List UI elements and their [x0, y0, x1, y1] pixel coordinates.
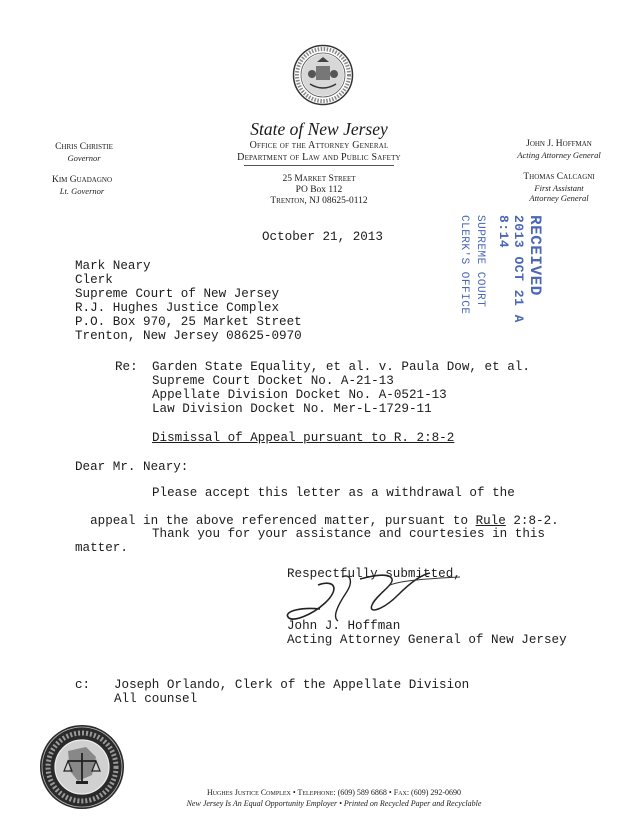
governor-title: Governor	[67, 153, 101, 163]
attorney-general-title: Acting Attorney General	[517, 150, 601, 160]
re-line: Garden State Equality, et al. v. Paula Dow, et al.	[152, 360, 530, 374]
stamp-date: 2013 OCT 21 A 8:14	[496, 215, 526, 323]
subject-line: Dismissal of Appeal pursuant to R. 2:8-2	[152, 431, 455, 445]
governor-name: Chris Christie	[55, 142, 113, 152]
cc-label: c:	[75, 678, 91, 692]
address-city: Trenton, NJ 08625-0112	[270, 196, 368, 206]
recipient-line: Mark Neary	[75, 259, 151, 273]
paragraph-2-line-2: matter.	[75, 541, 128, 555]
re-line: Appellate Division Docket No. A-0521-13	[152, 388, 447, 402]
closing: Respectfully submitted,	[287, 567, 461, 581]
footer-contact: Hughes Justice Complex • Telephone: (609) 589 6868 • Fax: (609) 292-0690	[206, 788, 462, 797]
cc-line: All counsel	[114, 692, 198, 706]
paragraph-1-line-1: Please accept this letter as a withdrawal of the	[152, 486, 515, 500]
recipient-line: P.O. Box 970, 25 Market Street	[75, 315, 302, 329]
first-assistant-name: Thomas Calcagni	[523, 172, 595, 182]
paragraph-1-rule-number: 2:8-2.	[505, 514, 559, 528]
recipient-line: Trenton, New Jersey 08625-0970	[75, 329, 302, 343]
recipient-line: R.J. Hughes Justice Complex	[75, 301, 280, 315]
recipient-line: Supreme Court of New Jersey	[75, 287, 280, 301]
first-assistant-title-1: First Assistant	[534, 183, 584, 193]
address-street: 25 Market Street	[282, 174, 356, 184]
salutation: Dear Mr. Neary:	[75, 460, 189, 474]
address-pobox: PO Box 112	[295, 185, 343, 195]
state-title: State of New Jersey	[250, 119, 388, 139]
signer-title: Acting Attorney General of New Jersey	[287, 633, 567, 647]
letter-date: October 21, 2013	[262, 230, 383, 244]
re-line: Law Division Docket No. Mer-L-1729-11	[152, 402, 432, 416]
paragraph-2-line-1: Thank you for your assistance and courtesies in this	[152, 527, 545, 541]
recipient-line: Clerk	[75, 273, 113, 287]
re-line: Supreme Court Docket No. A-21-13	[152, 374, 394, 388]
state-seal-icon	[292, 44, 354, 106]
cc-line: Joseph Orlando, Clerk of the Appellate Division	[114, 678, 470, 692]
stamp-received: RECEIVED	[526, 215, 544, 296]
re-label: Re:	[115, 360, 138, 374]
lt-governor-title: Lt. Governor	[59, 186, 105, 196]
lt-governor-name: Kim Guadagno	[51, 175, 113, 185]
paragraph-1-text: appeal in the above referenced matter, pursuant to	[90, 514, 476, 528]
attorney-general-name: John J. Hoffman	[526, 139, 592, 149]
signer-name: John J. Hoffman	[287, 619, 401, 633]
department-name: Department of Law and Public Safety	[237, 152, 401, 163]
office-name: Office of the Attorney General	[249, 140, 389, 151]
rule-reference: Rule	[475, 514, 506, 528]
header-rule	[244, 165, 394, 166]
first-assistant-title-2: Attorney General	[529, 193, 589, 203]
paragraph-1-line-2	[75, 500, 559, 528]
footer-statement: New Jersey Is An Equal Opportunity Employer • Printed on Recycled Paper and Recyclable	[186, 799, 482, 808]
stamp-office-2: CLERK'S OFFICE	[458, 215, 470, 315]
stamp-office-1: SUPREME COURT	[474, 215, 486, 308]
attorney-general-seal-icon	[38, 723, 126, 811]
received-stamp	[452, 215, 552, 327]
